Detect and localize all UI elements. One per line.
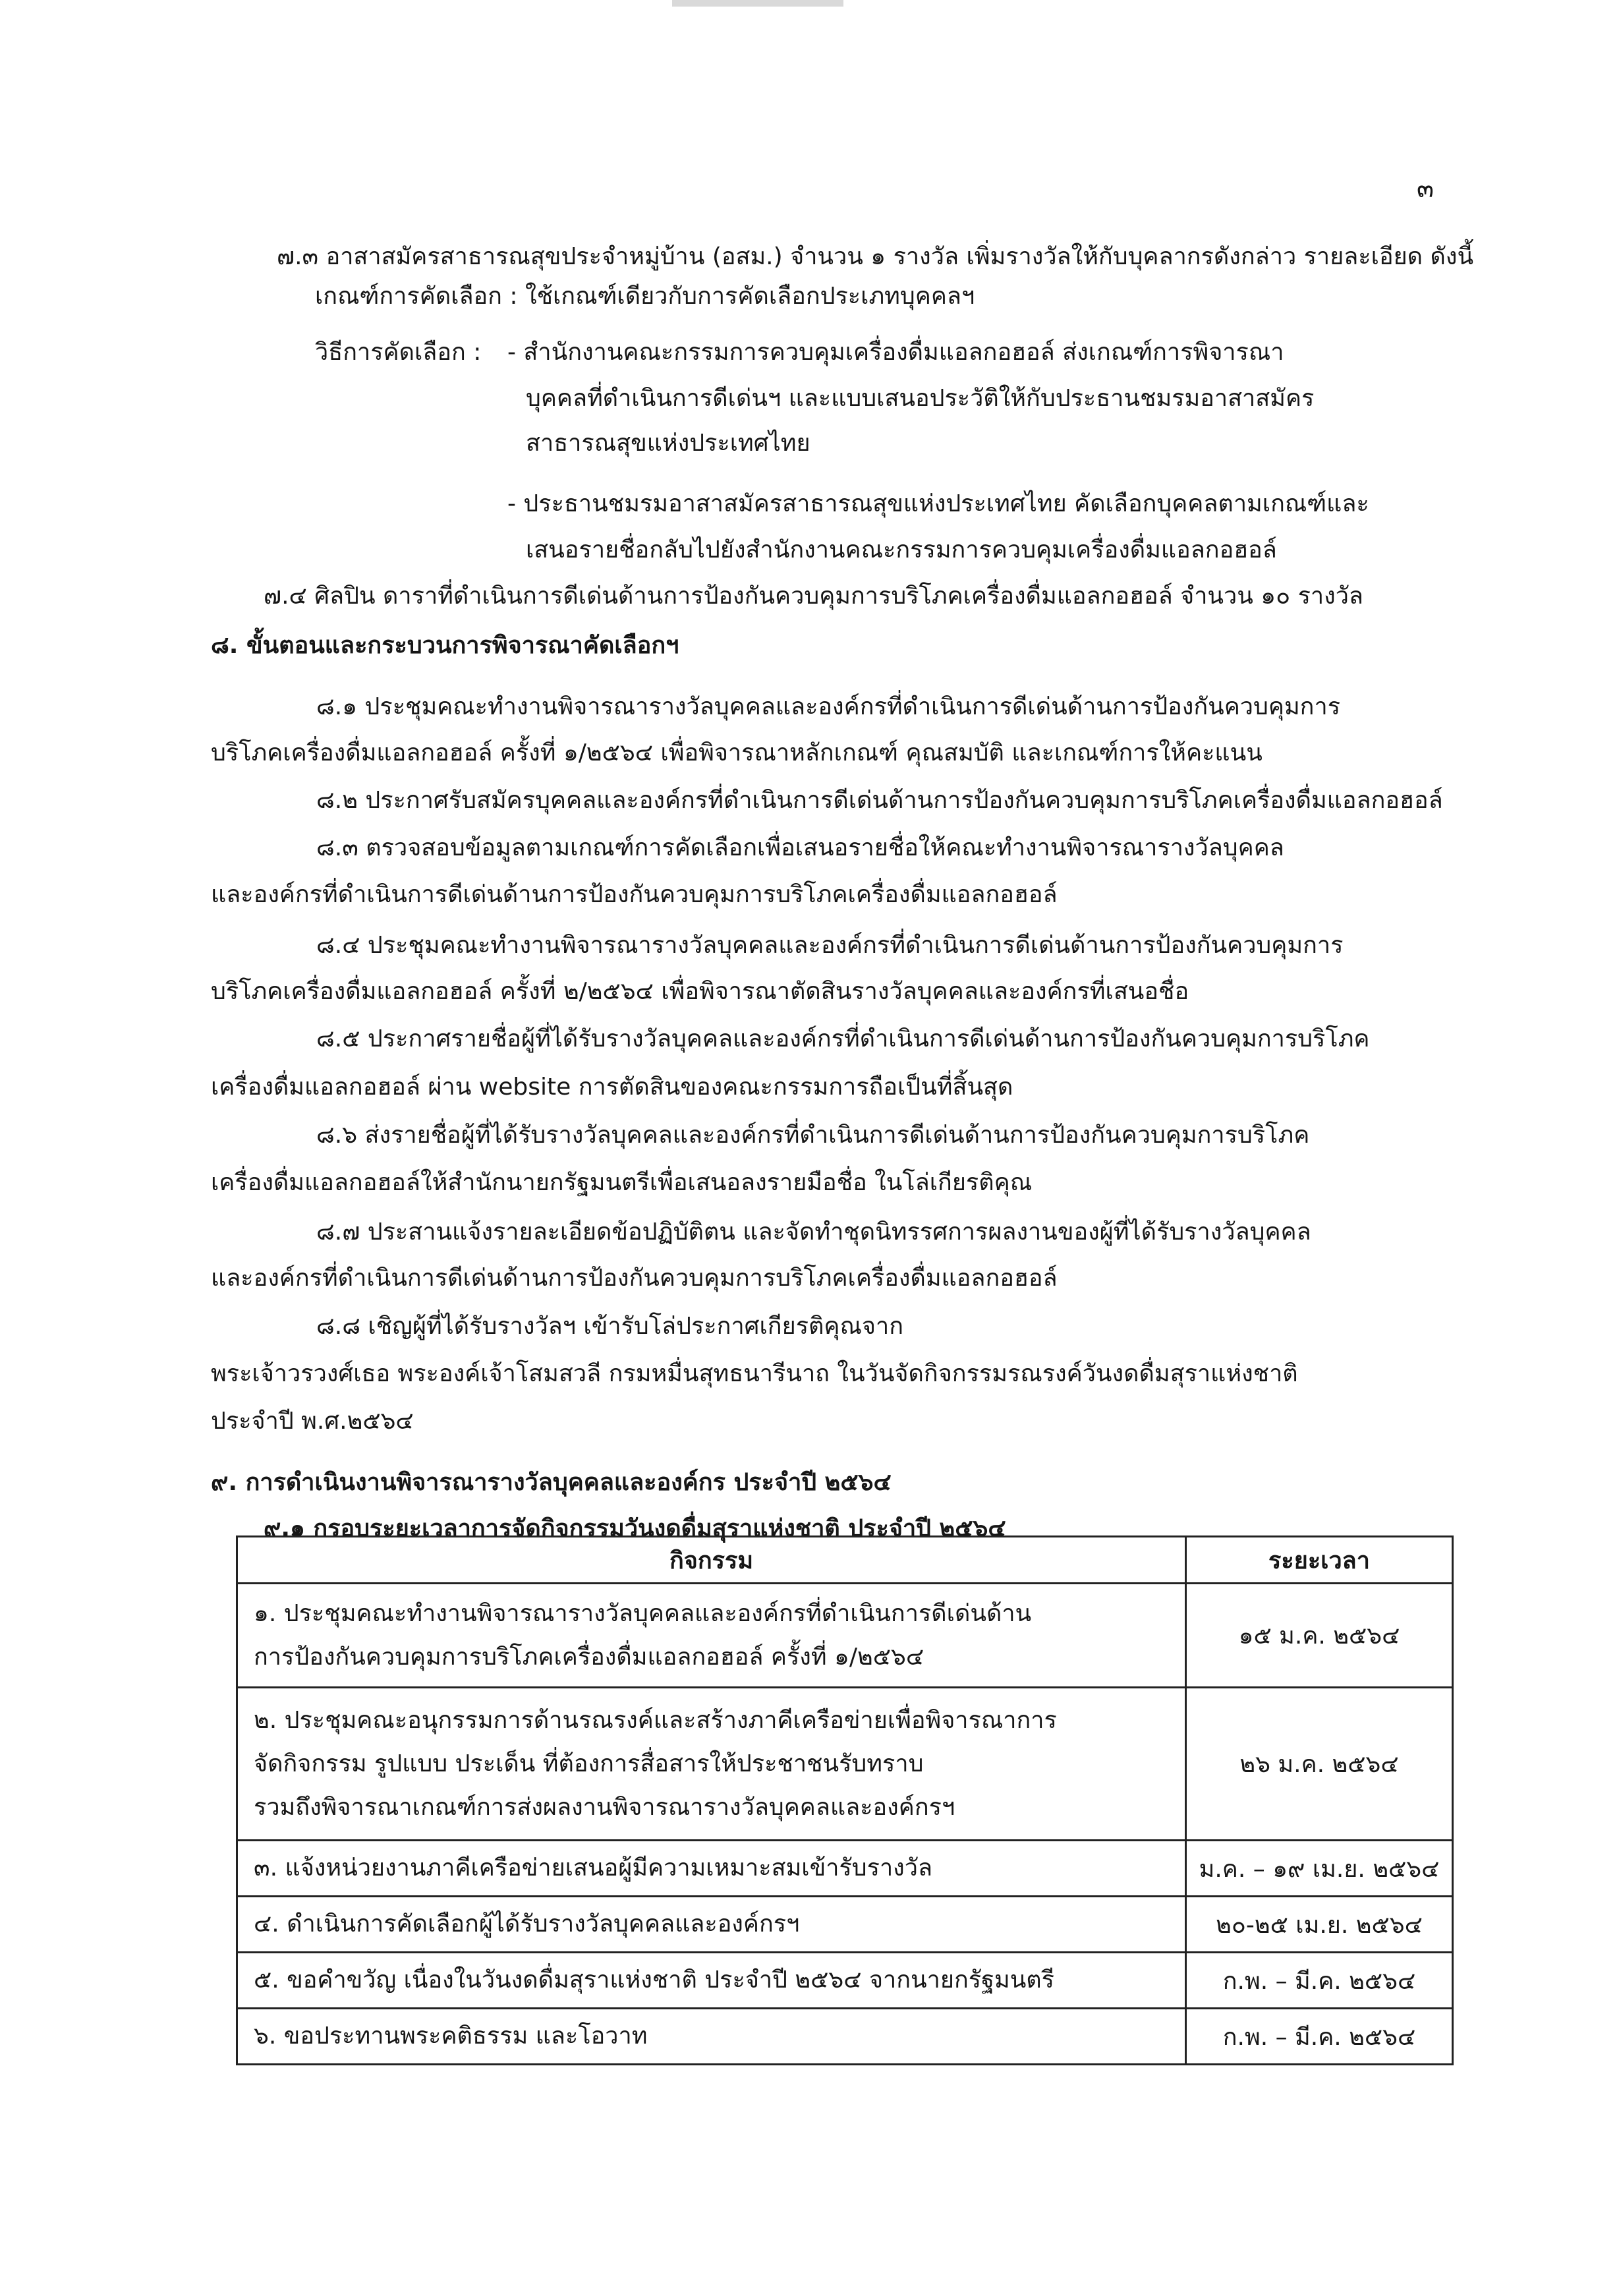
activity-line: ๑. ประชุมคณะทำงานพิจารณารางวัลบุคคลและองค์กรที่ดำเนินการดีเด่นด้าน (254, 1599, 1032, 1627)
section-8-item-7-line1: ๘.๗ ประสานแจ้งรายละเอียดข้อปฏิบัติตน และจัดทำชุดนิทรรศการผลงานของผู้ที่ได้รับรางวัลบุคคล (316, 1219, 1311, 1246)
activity-line: ๖. ขอประทานพระคติธรรม และโอวาท (254, 2023, 648, 2050)
para-7-4: ๗.๔ ศิลปิน ดาราที่ดำเนินการดีเด่นด้านการป้องกันควบคุมการบริโภคเครื่องดื่มแอลกอฮอล์ จำนวน ๑๐ รางวัล (264, 583, 1363, 610)
para-7-3-title: ๗.๓ อาสาสมัครสาธารณสุขประจำหมู่บ้าน (อสม.) จำนวน ๑ รางวัล เพิ่มรางวัลให้กับบุคลากรดังกล่าว รายละเอียด ดังนี้ (277, 243, 1474, 270)
period-cell: ๑๕ ม.ค. ๒๕๖๔ (1186, 1584, 1453, 1688)
para-7-3-method-2-line1: - ประธานชมรมอาสาสมัครสาธารณสุขแห่งประเทศไทย คัดเลือกบุคคลตามเกณฑ์และ (507, 490, 1369, 517)
para-7-3-method-1-line1: - สำนักงานคณะกรรมการควบคุมเครื่องดื่มแอลกอฮอล์ ส่งเกณฑ์การพิจารณา (507, 339, 1284, 366)
activity-cell (237, 1953, 1186, 2009)
section-8-item-6-line1: ๘.๖ ส่งรายชื่อผู้ที่ได้รับรางวัลบุคคลและองค์กรที่ดำเนินการดีเด่นด้านการป้องกันควบคุมการบริโภค (316, 1122, 1310, 1149)
period-cell: ก.พ. – มี.ค. ๒๕๖๔ (1186, 1953, 1453, 2009)
activity-cell (237, 1584, 1186, 1688)
section-8-heading: ๘. ขั้นตอนและกระบวนการพิจารณาคัดเลือกฯ (211, 632, 679, 659)
section-9-heading: ๙. การดำเนินงานพิจารณารางวัลบุคคลและองค์กร ประจำปี ๒๕๖๔ (211, 1469, 892, 1496)
section-8-item-8-line1: ๘.๘ เชิญผู้ที่ได้รับรางวัลฯ เข้ารับโล่ประกาศเกียรติคุณจาก (316, 1313, 903, 1340)
para-7-3-method-1-line2: บุคคลที่ดำเนินการดีเด่นฯ และแบบเสนอประวัติให้กับประธานชมรมอาสาสมัคร (526, 385, 1315, 412)
section-8-item-3-line1: ๘.๓ ตรวจสอบข้อมูลตามเกณฑ์การคัดเลือกเพื่อเสนอรายชื่อให้คณะทำงานพิจารณารางวัลบุคคล (316, 834, 1284, 861)
activity-cell (237, 1841, 1186, 1897)
section-8-item-2-line1: ๘.๒ ประกาศรับสมัครบุคคลและองค์กรที่ดำเนินการดีเด่นด้านการป้องกันควบคุมการบริโภคเครื่องดื่มแอลกอฮอล์ (316, 787, 1443, 814)
activity-line: ๔. ดำเนินการคัดเลือกผู้ได้รับรางวัลบุคคลและองค์กรฯ (254, 1910, 800, 1937)
activity-line: ๓. แจ้งหน่วยงานภาคีเครือข่ายเสนอผู้มีความเหมาะสมเข้ารับรางวัล (254, 1854, 933, 1881)
section-8-item-5-line2: เครื่องดื่มแอลกอฮอล์ ผ่าน website การตัดสินของคณะกรรมการถือเป็นที่สิ้นสุด (211, 1074, 1013, 1101)
table-row (237, 1953, 1453, 2009)
activity-cell (237, 1688, 1186, 1841)
section-8-item-8-line2: พระเจ้าวรวงศ์เธอ พระองค์เจ้าโสมสวลี กรมหมื่นสุทธนารีนาถ ในวันจัดกิจกรรมรณรงค์วันงดดื่มสุราแห่งชาติ (211, 1360, 1298, 1387)
table-row (237, 1584, 1453, 1688)
section-8-item-6-line2: เครื่องดื่มแอลกอฮอล์ให้สำนักนายกรัฐมนตรีเพื่อเสนอลงรายมือชื่อ ในโล่เกียรติคุณ (211, 1169, 1033, 1196)
section-8-item-8-line3: ประจำปี พ.ศ.๒๕๖๔ (211, 1408, 414, 1435)
section-8-item-4-line2: บริโภคเครื่องดื่มแอลกอฮอล์ ครั้งที่ ๒/๒๕๖๔ เพื่อพิจารณาตัดสินรางวัลบุคคลและองค์กรที่เสนอชื่อ (211, 978, 1189, 1005)
section-8-item-7-line2: และองค์กรที่ดำเนินการดีเด่นด้านการป้องกันควบคุมการบริโภคเครื่องดื่มแอลกอฮอล์ (211, 1265, 1058, 1292)
table-row (237, 1897, 1453, 1953)
period-cell: ๒๐-๒๕ เม.ย. ๒๕๖๔ (1186, 1897, 1453, 1953)
para-7-3-method-1-line3: สาธารณสุขแห่งประเทศไทย (526, 430, 810, 457)
page-number: ๓ (1417, 174, 1434, 203)
para-7-3-method-2-line2: เสนอรายชื่อกลับไปยังสำนักงานคณะกรรมการควบคุมเครื่องดื่มแอลกอฮอล์ (526, 536, 1277, 563)
activity-line: รวมถึงพิจารณาเกณฑ์การส่งผลงานพิจารณารางวัลบุคคลและองค์กรฯ (254, 1793, 955, 1821)
column-header-activity: กิจกรรม (237, 1537, 1186, 1584)
section-8-item-5-line1: ๘.๕ ประกาศรายชื่อผู้ที่ได้รับรางวัลบุคคลและองค์กรที่ดำเนินการดีเด่นด้านการป้องกันควบคุมการบริโภค (316, 1025, 1370, 1052)
activity-cell (237, 2009, 1186, 2065)
scan-mark (672, 0, 843, 7)
table-row (237, 2009, 1453, 2065)
period-cell: ก.พ. – มี.ค. ๒๕๖๔ (1186, 2009, 1453, 2065)
section-9-1-heading: ๙.๑ กรอบระยะเวลาการจัดกิจกรรมวันงดดื่มสุราแห่งชาติ ประจำปี ๒๕๖๔ (264, 1515, 1006, 1542)
activity-line: จัดกิจกรรม รูปแบบ ประเด็น ที่ต้องการสื่อสารให้ประชาชนรับทราบ (254, 1750, 924, 1777)
table-row (237, 1688, 1453, 1841)
para-7-3-criteria: เกณฑ์การคัดเลือก : ใช้เกณฑ์เดียวกับการคัดเลือกประเภทบุคคลฯ (315, 283, 975, 310)
schedule-table (236, 1535, 1454, 2065)
activity-line: การป้องกันควบคุมการบริโภคเครื่องดื่มแอลกอฮอล์ ครั้งที่ ๑/๒๕๖๔ (254, 1643, 924, 1671)
section-8-item-1-line2: บริโภคเครื่องดื่มแอลกอฮอล์ ครั้งที่ ๑/๒๕๖๔ เพื่อพิจารณาหลักเกณฑ์ คุณสมบัติ และเกณฑ์การให้คะแนน (211, 739, 1263, 766)
section-8-item-1-line1: ๘.๑ ประชุมคณะทำงานพิจารณารางวัลบุคคลและองค์กรที่ดำเนินการดีเด่นด้านการป้องกันควบคุมการ (316, 693, 1341, 720)
period-cell: ๒๖ ม.ค. ๒๕๖๔ (1186, 1688, 1453, 1841)
section-8-item-4-line1: ๘.๔ ประชุมคณะทำงานพิจารณารางวัลบุคคลและองค์กรที่ดำเนินการดีเด่นด้านการป้องกันควบคุมการ (316, 932, 1344, 959)
activity-line: ๕. ขอคำขวัญ เนื่องในวันงดดื่มสุราแห่งชาติ ประจำปี ๒๕๖๔ จากนายกรัฐมนตรี (254, 1966, 1055, 1994)
activity-cell (237, 1897, 1186, 1953)
section-8-item-3-line2: และองค์กรที่ดำเนินการดีเด่นด้านการป้องกันควบคุมการบริโภคเครื่องดื่มแอลกอฮอล์ (211, 881, 1058, 908)
activity-line: ๒. ประชุมคณะอนุกรรมการด้านรณรงค์และสร้างภาคีเครือข่ายเพื่อพิจารณาการ (254, 1706, 1057, 1734)
period-cell: ม.ค. – ๑๙ เม.ย. ๒๕๖๔ (1186, 1841, 1453, 1897)
column-header-period: ระยะเวลา (1186, 1537, 1453, 1584)
para-7-3-method-label: วิธีการคัดเลือก : (315, 339, 482, 366)
table-header-row (237, 1537, 1453, 1584)
table-row (237, 1841, 1453, 1897)
